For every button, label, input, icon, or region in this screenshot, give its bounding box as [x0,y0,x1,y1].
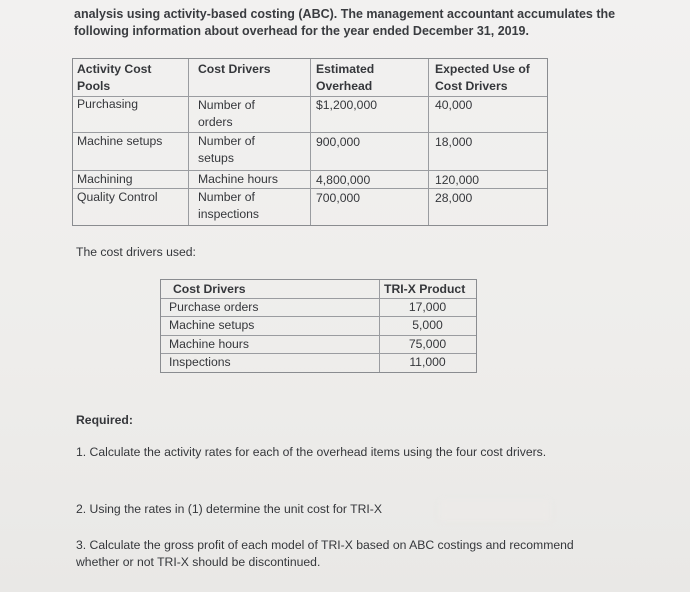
table-cell-overhead: $1,200,000 [316,98,377,112]
blurred-region [440,500,550,520]
table-cell-use: 18,000 [435,135,473,149]
header-tri-x-product: TRI-X Product [384,282,466,296]
table-cell-overhead: 700,000 [316,191,361,205]
table-cell-use: 28,000 [435,191,473,205]
header-cost-drivers: Cost Drivers [173,282,246,296]
header-cost-drivers: Cost Drivers [198,62,271,76]
intro-line-1: analysis using activity-based costing (ABC). The management accountant accumulates the [74,7,616,21]
question-2: 2. Using the rates in (1) determine the unit cost for TRI-X [76,502,382,516]
driver-label: Inspections [169,355,231,369]
header-expected-use: Expected Use of Cost Drivers [435,62,530,93]
intro-line-2: following information about overhead for the year ended December 31, 2019. [74,24,529,38]
required-heading: Required: [76,413,133,427]
driver-label: Machine setups [169,318,255,332]
table-cell-driver: Number of setups [198,134,255,165]
table-cell-overhead: 900,000 [316,135,361,149]
driver-value: 17,000 [408,300,447,314]
header-estimated-overhead: Estimated Overhead [316,62,375,93]
table-cell-driver: Number of orders [198,98,255,129]
question-1: 1. Calculate the activity rates for each of the overhead items using the four cost drivers. [76,445,547,459]
table-cell-use: 40,000 [435,98,473,112]
drivers-caption: The cost drivers used: [76,245,196,259]
question-3: 3. Calculate the gross profit of each model of TRI-X based on ABC costings and recommend whether or not TRI-X should be discontinued. [76,538,574,569]
table-cell-driver: Number of inspections [198,190,259,221]
driver-value: 5,000 [412,318,443,332]
table-cell-driver: Machine hours [198,172,278,186]
table-cell-pool: Machine setups [77,134,163,148]
driver-value: 75,000 [408,337,447,351]
table-cell-pool: Purchasing [77,97,138,111]
table-cell-pool: Quality Control [77,190,158,204]
header-activity-cost-pools: Activity Cost Pools [77,62,152,93]
driver-label: Machine hours [169,337,249,351]
intro-paragraph [74,6,674,40]
table-cell-overhead: 4,800,000 [316,173,371,187]
table-cell-pool: Machining [77,172,133,186]
overhead-table [72,58,548,226]
driver-label: Purchase orders [169,300,259,314]
table-cell-use: 120,000 [435,173,480,187]
tri-x-driver-table [160,279,477,373]
driver-value: 11,000 [409,355,446,369]
